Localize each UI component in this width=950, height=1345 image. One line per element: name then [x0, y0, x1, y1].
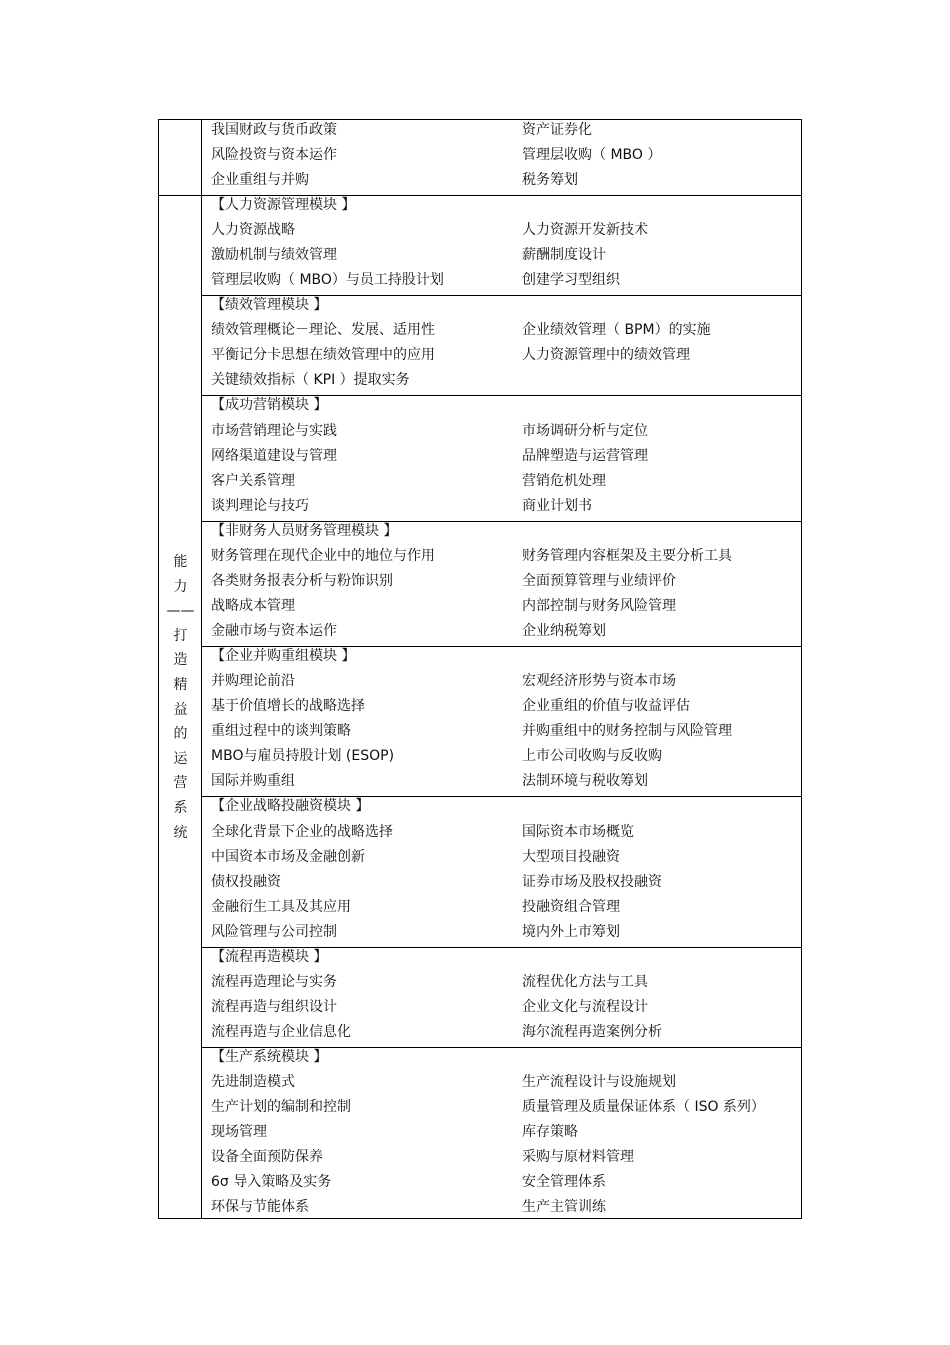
module-item-left: 流程再造与企业信息化	[211, 1023, 351, 1040]
module-item-left: 基于价值增长的战略选择	[211, 698, 365, 715]
module-item-right: 国际资本市场概览	[522, 823, 634, 840]
module-item-right: 市场调研分析与定位	[522, 422, 648, 439]
module-item-right: 并购重组中的财务控制与风险管理	[522, 723, 732, 740]
top-item-left: 我国财政与货币政策	[211, 122, 337, 138]
module-item-right: 生产流程设计与设施规划	[522, 1074, 676, 1091]
module-item-left: 全球化背景下企业的战略选择	[211, 823, 393, 840]
top-item-right: 管理层收购（ MBO ）	[522, 147, 662, 164]
module-item-right: 企业纳税筹划	[522, 623, 606, 640]
module-item-left: 并购理论前沿	[211, 673, 295, 690]
module-item-left: 流程再造与组织设计	[211, 998, 337, 1015]
module-title: 【企业并购重组模块 】	[211, 648, 356, 665]
module-item-left: 谈判理论与技巧	[211, 497, 309, 514]
module-title: 【成功营销模块 】	[211, 397, 328, 414]
module-item-right: 宏观经济形势与资本市场	[522, 673, 676, 690]
category-label-char: 系	[173, 800, 188, 816]
module-item-left: 现场管理	[211, 1124, 267, 1141]
module-item-right: 海尔流程再造案例分析	[522, 1023, 662, 1040]
top-item-right: 税务筹划	[522, 172, 578, 189]
module-item-right: 安全管理体系	[522, 1174, 606, 1191]
module-title: 【人力资源管理模块 】	[211, 197, 356, 213]
module-item-left: 流程再造理论与实务	[211, 973, 337, 990]
category-label-char: 能	[173, 554, 188, 570]
category-label-char: 益	[173, 701, 188, 718]
module-item-left: 各类财务报表分析与粉饰识别	[211, 572, 393, 589]
module-item-left: 人力资源战略	[211, 222, 295, 239]
module-title: 【流程再造模块 】	[211, 948, 328, 965]
module-item-right: 法制环境与税收筹划	[522, 773, 648, 790]
module-item-right: 大型项目投融资	[522, 848, 620, 865]
category-label-char: 力	[173, 578, 188, 595]
module-item-right: 人力资源开发新技术	[522, 222, 648, 239]
category-label-char: 精	[173, 677, 188, 693]
module-item-left: 平衡记分卡思想在绩效管理中的应用	[211, 347, 435, 364]
module-item-left: 债权投融资	[211, 873, 281, 890]
module-item-left: 先进制造模式	[211, 1074, 295, 1091]
module-item-right: 投融资组合管理	[522, 898, 620, 915]
module-item-left: MBO与雇员持股计划 (ESOP)	[211, 748, 395, 765]
module-item-left: 金融衍生工具及其应用	[211, 898, 351, 915]
module-item-left: 绩效管理概论－理论、发展、适用性	[211, 322, 435, 339]
module-item-right: 人力资源管理中的绩效管理	[522, 347, 690, 364]
module-title: 【生产系统模块 】	[211, 1049, 328, 1066]
module-item-left: 风险管理与公司控制	[211, 923, 337, 940]
top-item-right: 资产证券化	[522, 122, 592, 138]
module-item-left: 环保与节能体系	[211, 1199, 309, 1216]
module-item-left: 重组过程中的谈判策略	[211, 723, 351, 740]
module-item-left: 战略成本管理	[211, 597, 295, 614]
module-item-right: 生产主管训练	[522, 1199, 606, 1216]
module-item-right: 创建学习型组织	[522, 272, 620, 289]
module-item-left: 管理层收购（ MBO）与员工持股计划	[211, 272, 444, 289]
module-item-left: 设备全面预防保养	[211, 1149, 323, 1166]
module-item-left: 6σ 导入策略及实务	[211, 1174, 332, 1191]
module-item-right: 境内外上市筹划	[522, 923, 620, 940]
module-item-right: 质量管理及质量保证体系（ ISO 系列）	[522, 1099, 765, 1116]
category-label-char: 运	[173, 750, 188, 767]
module-item-right: 证券市场及股权投融资	[522, 873, 662, 890]
category-label-char: 营	[173, 775, 188, 792]
module-item-left: 中国资本市场及金融创新	[211, 848, 365, 865]
module-item-right: 企业文化与流程设计	[522, 998, 648, 1015]
top-item-left: 企业重组与并购	[211, 172, 309, 189]
module-item-left: 金融市场与资本运作	[211, 623, 337, 640]
module-item-right: 财务管理内容框架及主要分析工具	[522, 547, 732, 564]
module-item-right: 商业计划书	[522, 497, 592, 514]
module-item-right: 品牌塑造与运营管理	[522, 447, 648, 464]
curriculum-table	[158, 119, 802, 1219]
module-item-right: 库存策略	[522, 1124, 578, 1141]
module-item-left: 客户关系管理	[211, 472, 295, 489]
module-item-left: 网络渠道建设与管理	[211, 447, 337, 464]
module-item-left: 国际并购重组	[211, 773, 295, 790]
module-title: 【绩效管理模块 】	[211, 297, 328, 314]
module-item-left: 市场营销理论与实践	[211, 422, 337, 439]
category-label-char: 打	[173, 627, 188, 644]
category-label-char: 的	[173, 726, 188, 743]
module-item-left: 激励机制与绩效管理	[211, 247, 337, 264]
category-label-char: 造	[173, 652, 188, 669]
module-item-left: 关键绩效指标（ KPI ）提取实务	[211, 372, 410, 389]
category-label-char: 统	[173, 824, 188, 841]
module-item-right: 企业绩效管理（ BPM）的实施	[522, 322, 711, 339]
module-item-right: 内部控制与财务风险管理	[522, 597, 676, 614]
module-item-right: 全面预算管理与业绩评价	[522, 572, 676, 589]
module-item-right: 流程优化方法与工具	[522, 973, 648, 990]
module-item-right: 上市公司收购与反收购	[522, 748, 662, 765]
module-item-right: 薪酬制度设计	[522, 247, 606, 264]
module-item-left: 财务管理在现代企业中的地位与作用	[211, 547, 435, 564]
module-item-right: 企业重组的价值与收益评估	[522, 698, 690, 715]
module-title: 【企业战略投融资模块 】	[211, 798, 370, 815]
category-label-char: ——	[166, 603, 195, 620]
module-item-right: 营销危机处理	[522, 472, 606, 489]
top-item-left: 风险投资与资本运作	[211, 147, 337, 164]
module-item-right: 采购与原材料管理	[522, 1149, 634, 1166]
module-item-left: 生产计划的编制和控制	[211, 1099, 351, 1116]
module-title: 【非财务人员财务管理模块 】	[211, 522, 398, 539]
